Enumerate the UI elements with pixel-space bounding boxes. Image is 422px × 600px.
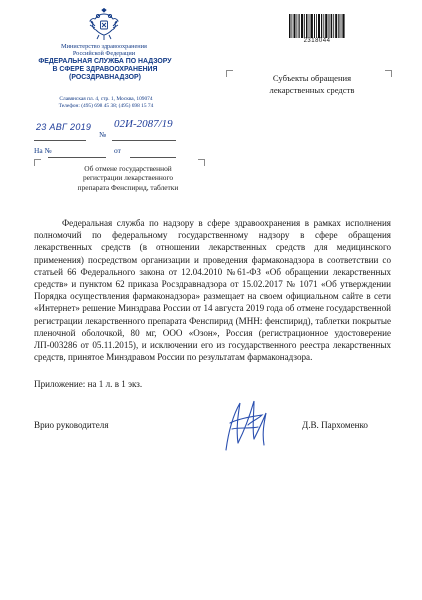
reference-date-field: [130, 148, 176, 158]
addressee-corner-top-left: [226, 70, 233, 77]
ministry-line: Российской Федерации: [72, 50, 136, 58]
agency-line: ФЕДЕРАЛЬНАЯ СЛУЖБА ПО НАДЗОРУ: [38, 58, 172, 65]
agency-name: [35, 58, 175, 82]
ministry-line: Министерство здравоохранения: [61, 43, 147, 50]
barcode-icon: [289, 14, 345, 38]
date-field: [34, 131, 86, 141]
reference-date-label: от: [114, 146, 121, 155]
handwritten-signature-icon: [218, 395, 274, 455]
barcode-number: 2318044: [303, 38, 331, 44]
subject-line: Об отмене государственной: [84, 164, 172, 173]
number-label: №: [99, 130, 107, 139]
letter-body: [34, 217, 391, 363]
address-line: Телефон: (495) 698 45 38; (495) 698 15 74: [58, 103, 154, 109]
agency-address: [40, 96, 172, 110]
reference-number-field: [48, 148, 106, 158]
subject-line: регистрации лекарственного: [82, 173, 174, 183]
addressee-line: Субъекты обращения: [272, 73, 352, 83]
addressee-block: [254, 73, 370, 96]
body-paragraph: Федеральная служба по надзору в сфере здравоохранения в рамках исполнения полномочий по федеральному государственному надзору в сфере обращения лекарственных средств (в отношении лекарственных средств для медицинского применения) посредством организации и проведения фармаконадзора в соответствии со статьей 66 Федерального закона от 12.04.2010 №61-ФЗ «Об обращении лекарственных средств» и пунктом 62 приказа Росздравнадзора от 15.02.2017 № 1071 «Об утверждении Порядка осуществления фармаконадзора» размещает на своем официальном сайте в сети «Интернет» решение Минздрава России от 14 августа 2019 года об отмене государственной регистрации лекарственного препарата Фенспирид (МНН: фенспирид), таблетки покрытые пленочной оболочкой, 80 мг, ООО «Озон», Россия (регистрационное удостоверение ЛП-003286 от 05.11.2015), и исключении его из государственного реестра лекарственных средств, принятое Минздравом России по результатам фармаконадзора.: [34, 218, 391, 363]
attachment-note: Приложение: на 1 л. в 1 экз.: [34, 379, 143, 389]
subject-line: препарата Фенспирид, таблетки: [77, 182, 179, 192]
coat-of-arms-icon: [89, 8, 119, 42]
agency-line: В СФЕРЕ ЗДРАВООХРАНЕНИЯ: [52, 66, 158, 74]
number-field: [112, 131, 176, 141]
agency-line: (РОСЗДРАВНАДЗОР): [69, 74, 141, 82]
addressee-corner-top-right: [385, 70, 392, 77]
signatory-name: Д.В. Пархоменко: [302, 420, 368, 430]
signatory-title: Врио руководителя: [34, 420, 109, 430]
addressee-line: лекарственных средств: [269, 84, 355, 95]
letter-subject: [62, 164, 194, 192]
reference-number-label: На №: [34, 146, 52, 155]
handwritten-number: 02И-2087/19: [114, 118, 173, 130]
subject-corner-top-right: [198, 159, 205, 166]
handwritten-date: 23 АВГ 2019: [36, 122, 92, 132]
address-line: Славянская пл. 4, стр. 1, Москва, 109074: [59, 96, 153, 102]
subject-corner-top-left: [34, 159, 41, 166]
ministry-name: [48, 43, 160, 58]
